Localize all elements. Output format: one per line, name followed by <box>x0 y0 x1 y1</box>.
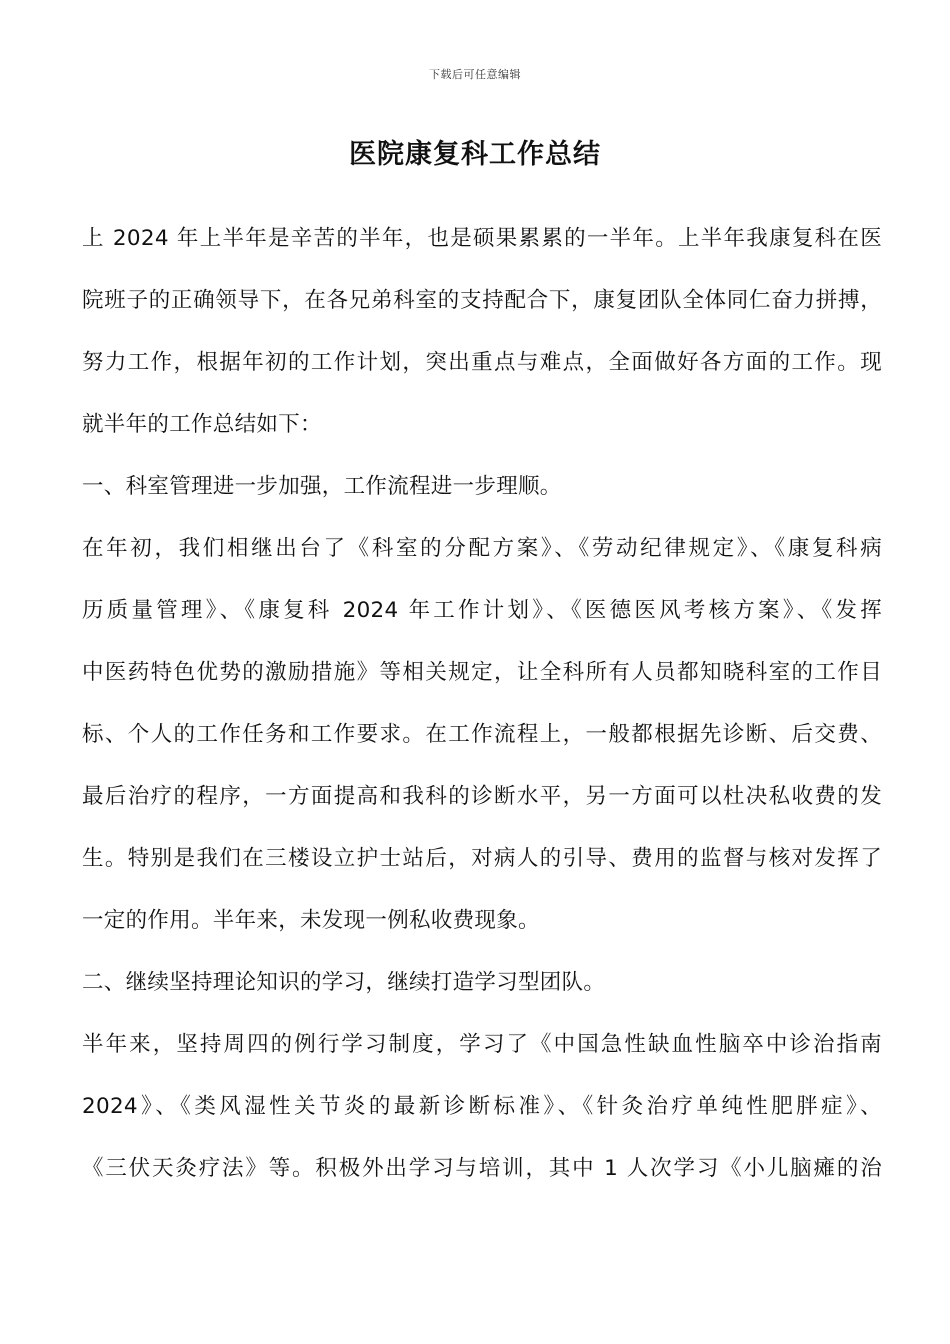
body-line: 中医药特色优势的激励措施》等相关规定，让全科所有人员都知晓科室的工作目 <box>82 660 882 685</box>
body-line: 院班子的正确领导下，在各兄弟科室的支持配合下，康复团队全体同仁奋力拼搏， <box>82 288 882 313</box>
body-line: 努力工作，根据年初的工作计划，突出重点与难点，全面做好各方面的工作。现 <box>82 350 882 375</box>
body-line: 历质量管理》、《康复科 2024 年工作计划》、《医德医风考核方案》、《发挥 <box>82 598 882 623</box>
document-body <box>82 215 882 1207</box>
body-line: 半年来，坚持周四的例行学习制度，学习了《中国急性缺血性脑卒中诊治指南 <box>82 1032 882 1057</box>
header-note: 下载后可任意编辑 <box>429 68 521 81</box>
section-heading-2: 二、继续坚持理论知识的学习，继续打造学习型团队。 <box>82 970 606 995</box>
document-title: 医院康复科工作总结 <box>349 139 601 170</box>
body-line: 最后治疗的程序，一方面提高和我科的诊断水平，另一方面可以杜决私收费的发 <box>82 784 882 809</box>
body-line: 标、个人的工作任务和工作要求。在工作流程上，一般都根据先诊断、后交费、 <box>82 722 882 747</box>
section-heading-1: 一、科室管理进一步加强，工作流程进一步理顺。 <box>82 474 562 499</box>
body-line: 一定的作用。半年来，未发现一例私收费现象。 <box>82 908 540 933</box>
body-line: 生。特别是我们在三楼设立护士站后，对病人的引导、费用的监督与核对发挥了 <box>82 846 882 871</box>
body-line: 上 2024 年上半年是辛苦的半年，也是硕果累累的一半年。上半年我康复科在医 <box>82 226 882 251</box>
body-line: 2024》、《类风湿性关节炎的最新诊断标准》、《针灸治疗单纯性肥胖症》、 <box>82 1094 882 1119</box>
body-line: 《三伏天灸疗法》等。积极外出学习与培训，其中 1 人次学习《小儿脑瘫的治 <box>82 1156 882 1181</box>
body-line: 在年初，我们相继出台了《科室的分配方案》、《劳动纪律规定》、《康复科病 <box>82 536 882 561</box>
body-line: 就半年的工作总结如下： <box>82 412 322 437</box>
